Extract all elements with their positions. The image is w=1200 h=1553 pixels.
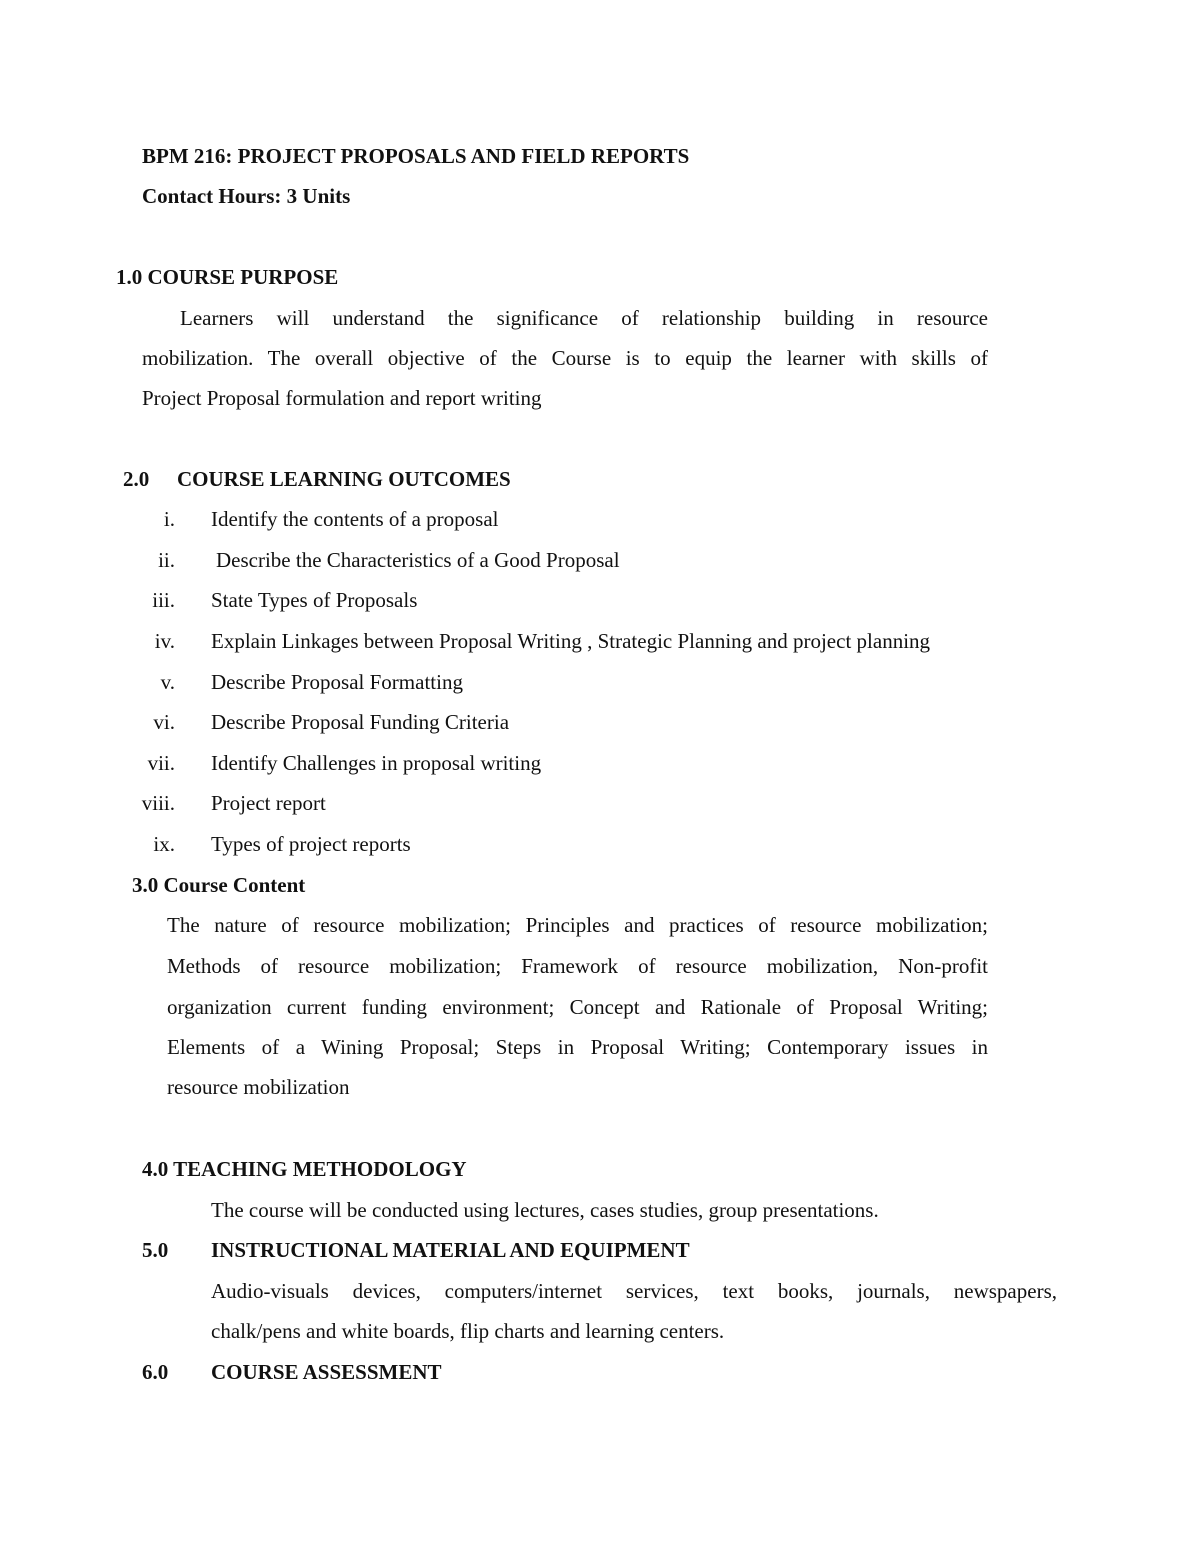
list-item-numeral: iii. <box>152 588 175 612</box>
contact-hours: Contact Hours: 3 Units <box>142 184 351 208</box>
section-5-heading: INSTRUCTIONAL MATERIAL AND EQUIPMENT <box>211 1238 690 1262</box>
list-item: Describe Proposal Formatting <box>211 670 463 694</box>
section-5-line-2: chalk/pens and white boards, flip charts and learning centers. <box>211 1319 725 1343</box>
section-6-number: 6.0 <box>142 1360 169 1384</box>
list-item-numeral: i. <box>163 507 175 531</box>
section-2-number: 2.0 <box>123 467 150 491</box>
section-3-line-4: Elements of a Wining Proposal; Steps in Proposal Writing; Contemporary issues in <box>167 1035 988 1059</box>
list-item-numeral: ix. <box>153 832 175 856</box>
list-item-numeral: viii. <box>141 791 175 815</box>
section-2-heading: COURSE LEARNING OUTCOMES <box>177 467 511 491</box>
list-item-numeral: iv. <box>154 629 175 653</box>
list-item-numeral: vii. <box>147 751 175 775</box>
list-item-numeral: vi. <box>153 710 175 734</box>
list-item: Project report <box>211 791 326 815</box>
list-item-numeral: v. <box>160 670 175 694</box>
section-4-heading: 4.0 TEACHING METHODOLOGY <box>142 1157 467 1181</box>
list-item: Explain Linkages between Proposal Writing , Strategic Planning and project planning <box>211 629 931 653</box>
list-item: Describe the Characteristics of a Good Proposal <box>216 548 620 572</box>
section-1-line-3: Project Proposal formulation and report writing <box>142 386 542 410</box>
section-6-heading: COURSE ASSESSMENT <box>211 1360 442 1384</box>
section-3-line-2: Methods of resource mobilization; Framework of resource mobilization, Non-profit <box>167 954 988 978</box>
section-1-line-2: mobilization. The overall objective of the Course is to equip the learner with skills of <box>142 346 988 370</box>
list-item: Describe Proposal Funding Criteria <box>211 710 510 734</box>
section-5-line-1: Audio-visuals devices, computers/internet services, text books, journals, newspapers, <box>211 1279 1057 1303</box>
list-item-numeral: ii. <box>158 548 175 572</box>
section-3-heading: 3.0 Course Content <box>132 873 306 897</box>
section-4-text: The course will be conducted using lectures, cases studies, group presentations. <box>211 1198 879 1222</box>
section-3-line-1: The nature of resource mobilization; Principles and practices of resource mobilization; <box>167 913 988 937</box>
list-item: Identify Challenges in proposal writing <box>211 751 542 775</box>
list-item: Types of project reports <box>211 832 411 856</box>
list-item: Identify the contents of a proposal <box>211 507 499 531</box>
section-3-line-5: resource mobilization <box>167 1075 350 1099</box>
course-title: BPM 216: PROJECT PROPOSALS AND FIELD REPORTS <box>142 144 690 168</box>
list-item: State Types of Proposals <box>211 588 418 612</box>
section-3-line-3: organization current funding environment; Concept and Rationale of Proposal Writing; <box>167 995 988 1019</box>
section-5-number: 5.0 <box>142 1238 169 1262</box>
section-1-heading: 1.0 COURSE PURPOSE <box>116 265 339 289</box>
section-1-line-1: Learners will understand the significance of relationship building in resource <box>180 306 988 330</box>
